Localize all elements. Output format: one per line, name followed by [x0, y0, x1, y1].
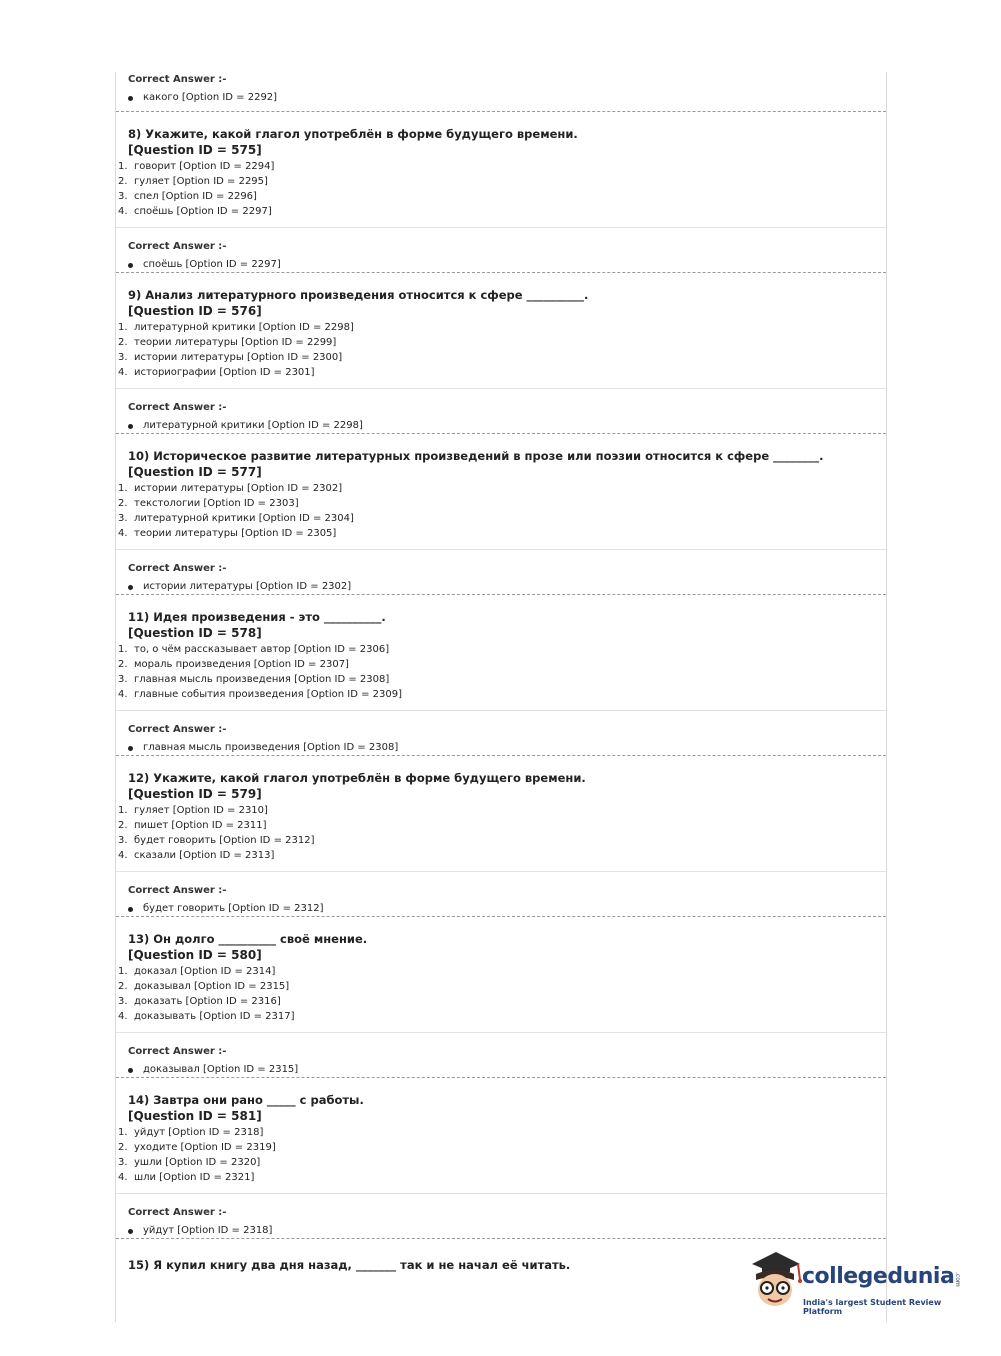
option-number: 2. — [118, 981, 128, 992]
options-list — [118, 159, 886, 219]
question-id: [Question ID = 579] — [128, 787, 262, 801]
logo-brand: collegedunia — [802, 1264, 955, 1289]
question-id: [Question ID = 580] — [128, 948, 262, 962]
correct-answer-value — [128, 1063, 886, 1077]
option-number: 1. — [118, 161, 128, 172]
option-text: уходите [Option ID = 2319] — [134, 1142, 276, 1153]
correct-answer-label: Correct Answer :- — [128, 563, 227, 574]
option-text: пишет [Option ID = 2311] — [134, 820, 267, 831]
options-list — [118, 803, 886, 863]
option-text: главные события произведения [Option ID = 2309] — [134, 689, 402, 700]
option-item — [118, 350, 886, 365]
question-title: 8) Укажите, какой глагол употреблён в форме будущего времени. — [128, 127, 578, 141]
option-number: 1. — [118, 483, 128, 494]
option-number: 4. — [118, 850, 128, 861]
question-title: 13) Он долго __________ своё мнение. — [128, 932, 368, 946]
correct-answer-text: какого [Option ID = 2292] — [143, 92, 278, 103]
question-title: 15) Я купил книгу два дня назад, _______ так и не начал её читать. — [128, 1258, 571, 1272]
option-item — [118, 1140, 886, 1155]
question-title: 9) Анализ литературного произведения относится к сфере __________. — [128, 288, 589, 302]
options-list — [118, 642, 886, 702]
option-number: 2. — [118, 337, 128, 348]
option-item — [118, 687, 886, 702]
option-text: литературной критики [Option ID = 2298] — [134, 322, 354, 333]
bullet-icon — [128, 746, 133, 751]
answer-block — [116, 1033, 886, 1078]
correct-answer-value — [128, 419, 886, 433]
correct-answer-label: Correct Answer :- — [128, 241, 227, 252]
option-number: 3. — [118, 191, 128, 202]
option-number: 2. — [118, 498, 128, 509]
correct-answer-label: Correct Answer :- — [128, 1046, 227, 1057]
correct-answer-text: будет говорить [Option ID = 2312] — [143, 903, 324, 914]
answer-block-7 — [116, 72, 886, 112]
logo-com: .com — [954, 1272, 961, 1287]
option-item — [118, 1170, 886, 1185]
option-text: будет говорить [Option ID = 2312] — [134, 835, 315, 846]
option-text: сказали [Option ID = 2313] — [134, 850, 275, 861]
option-text: гуляет [Option ID = 2295] — [134, 176, 268, 187]
bullet-icon — [128, 1068, 133, 1073]
option-item — [118, 672, 886, 687]
option-number: 4. — [118, 1011, 128, 1022]
option-number: 4. — [118, 528, 128, 539]
question-title: 11) Идея произведения - это __________. — [128, 610, 386, 624]
correct-answer-text: истории литературы [Option ID = 2302] — [143, 581, 352, 592]
question-block — [116, 756, 886, 872]
option-number: 2. — [118, 820, 128, 831]
option-text: истории литературы [Option ID = 2300] — [134, 352, 343, 363]
document-page — [115, 72, 887, 1322]
bullet-icon — [128, 1229, 133, 1234]
answer-block — [116, 389, 886, 434]
collegedunia-logo — [742, 1250, 972, 1320]
option-text: споёшь [Option ID = 2297] — [134, 206, 272, 217]
option-number: 1. — [118, 805, 128, 816]
bullet-icon — [128, 907, 133, 912]
option-number: 3. — [118, 674, 128, 685]
option-item — [118, 1009, 886, 1024]
correct-answer-label: Correct Answer :- — [128, 885, 227, 896]
option-text: теории литературы [Option ID = 2299] — [134, 337, 337, 348]
mascot-icon — [742, 1250, 804, 1312]
option-number: 2. — [118, 176, 128, 187]
correct-answer-value — [128, 91, 886, 105]
bullet-icon — [128, 96, 133, 101]
option-text: ушли [Option ID = 2320] — [134, 1157, 261, 1168]
option-text: мораль произведения [Option ID = 2307] — [134, 659, 349, 670]
option-item — [118, 803, 886, 818]
correct-answer-text: доказывал [Option ID = 2315] — [143, 1064, 299, 1075]
options-list — [118, 481, 886, 541]
option-item — [118, 320, 886, 335]
options-list — [118, 320, 886, 380]
options-list — [118, 964, 886, 1024]
option-number: 4. — [118, 367, 128, 378]
correct-answer-text: литературной критики [Option ID = 2298] — [143, 420, 363, 431]
correct-answer-label: Correct Answer :- — [128, 402, 227, 413]
option-text: литературной критики [Option ID = 2304] — [134, 513, 354, 524]
correct-answer-text: главная мысль произведения [Option ID = 2308] — [143, 742, 399, 753]
option-item — [118, 1125, 886, 1140]
option-item — [118, 642, 886, 657]
option-item — [118, 204, 886, 219]
question-block — [116, 273, 886, 389]
option-item — [118, 159, 886, 174]
answer-block — [116, 550, 886, 595]
option-item — [118, 979, 886, 994]
option-text: истории литературы [Option ID = 2302] — [134, 483, 343, 494]
option-item — [118, 335, 886, 350]
option-number: 4. — [118, 1172, 128, 1183]
option-item — [118, 1155, 886, 1170]
option-text: то, о чём рассказывает автор [Option ID = 2306] — [134, 644, 390, 655]
question-id: [Question ID = 577] — [128, 465, 262, 479]
option-text: спел [Option ID = 2296] — [134, 191, 257, 202]
option-item — [118, 818, 886, 833]
question-block — [116, 595, 886, 711]
bullet-icon — [128, 585, 133, 590]
correct-answer-value — [128, 258, 886, 272]
option-number: 4. — [118, 206, 128, 217]
question-id: [Question ID = 578] — [128, 626, 262, 640]
option-number: 3. — [118, 352, 128, 363]
question-block — [116, 112, 886, 228]
option-text: гуляет [Option ID = 2310] — [134, 805, 268, 816]
question-title: 10) Историческое развитие литературных произведений в прозе или поэзии относится к сфере ________. — [128, 449, 824, 463]
option-text: доказал [Option ID = 2314] — [134, 966, 276, 977]
option-number: 1. — [118, 322, 128, 333]
correct-answer-value — [128, 1224, 886, 1238]
option-number: 4. — [118, 689, 128, 700]
option-item — [118, 365, 886, 380]
bullet-icon — [128, 263, 133, 268]
option-text: доказывал [Option ID = 2315] — [134, 981, 290, 992]
option-number: 3. — [118, 835, 128, 846]
option-item — [118, 189, 886, 204]
correct-answer-value — [128, 902, 886, 916]
answer-block — [116, 872, 886, 917]
correct-answer-text: споёшь [Option ID = 2297] — [143, 259, 281, 270]
question-block — [116, 1078, 886, 1194]
option-text: доказать [Option ID = 2316] — [134, 996, 281, 1007]
option-number: 2. — [118, 1142, 128, 1153]
option-item — [118, 833, 886, 848]
option-text: доказывать [Option ID = 2317] — [134, 1011, 295, 1022]
question-id: [Question ID = 575] — [128, 143, 262, 157]
option-number: 1. — [118, 966, 128, 977]
option-text: уйдут [Option ID = 2318] — [134, 1127, 264, 1138]
option-text: шли [Option ID = 2321] — [134, 1172, 255, 1183]
correct-answer-label: Correct Answer :- — [128, 74, 227, 85]
option-number: 3. — [118, 996, 128, 1007]
option-item — [118, 994, 886, 1009]
option-number: 1. — [118, 644, 128, 655]
option-number: 3. — [118, 513, 128, 524]
option-number: 2. — [118, 659, 128, 670]
option-item — [118, 481, 886, 496]
question-id: [Question ID = 576] — [128, 304, 262, 318]
option-text: теории литературы [Option ID = 2305] — [134, 528, 337, 539]
option-item — [118, 848, 886, 863]
answer-block — [116, 1194, 886, 1239]
correct-answer-text: уйдут [Option ID = 2318] — [143, 1225, 273, 1236]
question-block — [116, 434, 886, 550]
question-title: 14) Завтра они рано _____ с работы. — [128, 1093, 364, 1107]
question-block — [116, 917, 886, 1033]
option-item — [118, 496, 886, 511]
option-item — [118, 526, 886, 541]
answer-block — [116, 711, 886, 756]
option-number: 3. — [118, 1157, 128, 1168]
option-text: говорит [Option ID = 2294] — [134, 161, 275, 172]
correct-answer-value — [128, 580, 886, 594]
question-title: 12) Укажите, какой глагол употреблён в форме будущего времени. — [128, 771, 586, 785]
option-item — [118, 657, 886, 672]
correct-answer-value — [128, 741, 886, 755]
answer-block — [116, 228, 886, 273]
option-text: текстологии [Option ID = 2303] — [134, 498, 299, 509]
options-list — [118, 1125, 886, 1185]
option-item — [118, 174, 886, 189]
correct-answer-label: Correct Answer :- — [128, 724, 227, 735]
option-number: 1. — [118, 1127, 128, 1138]
question-id: [Question ID = 581] — [128, 1109, 262, 1123]
option-item — [118, 511, 886, 526]
option-text: главная мысль произведения [Option ID = 2308] — [134, 674, 390, 685]
bullet-icon — [128, 424, 133, 429]
logo-tagline: India's largest Student Review Platform — [803, 1298, 942, 1316]
option-item — [118, 964, 886, 979]
option-text: историографии [Option ID = 2301] — [134, 367, 315, 378]
correct-answer-label: Correct Answer :- — [128, 1207, 227, 1218]
